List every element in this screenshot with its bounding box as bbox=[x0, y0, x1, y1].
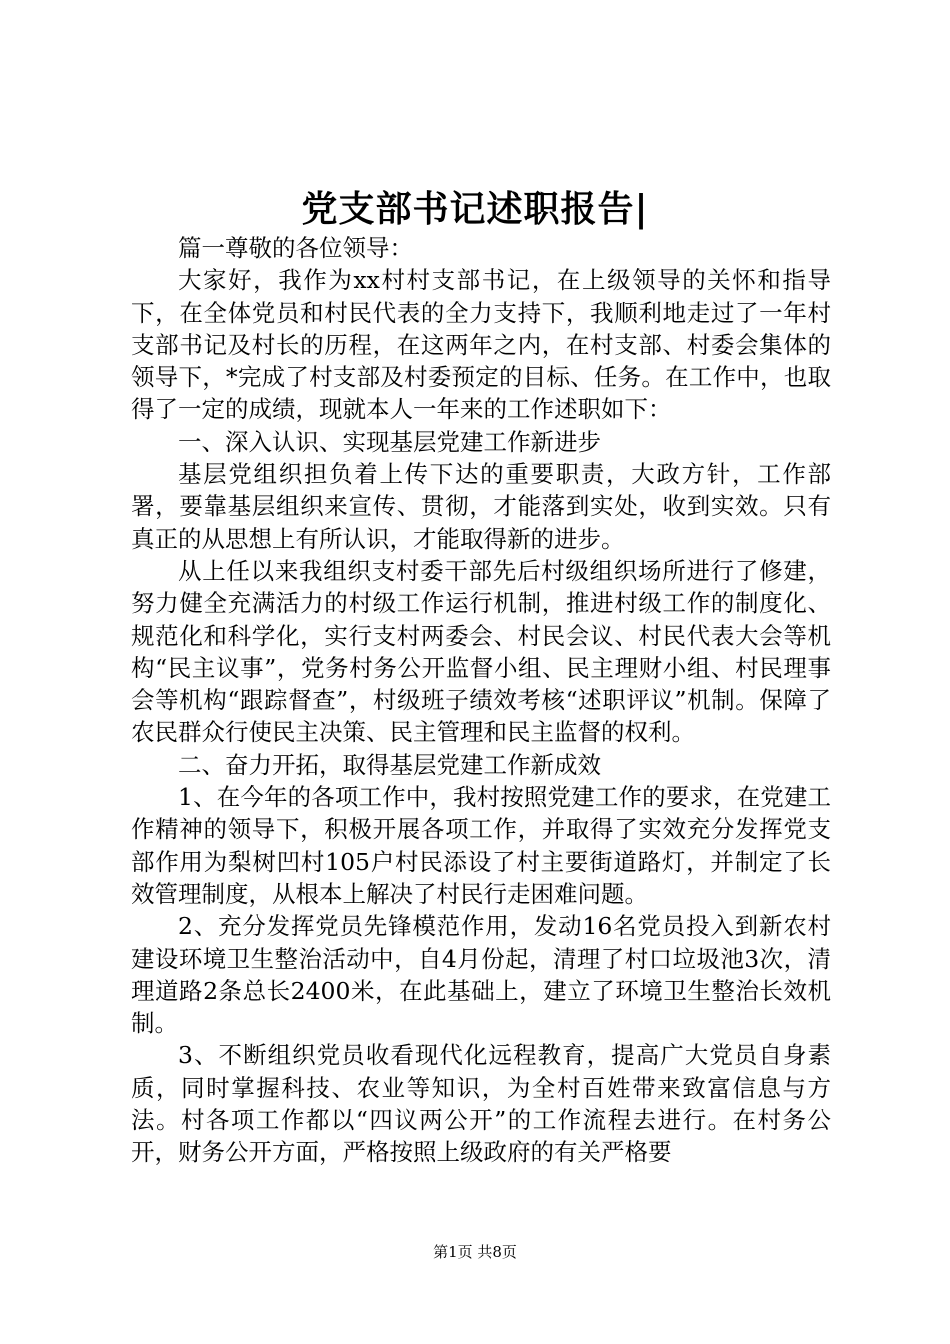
paragraph-intro: 大家好，我作为xx村村支部书记，在上级领导的关怀和指导下，在全体党员和村民代表的全力支持下，我顺利地走过了一年村支部书记及村长的历程，在这两年之内，在村支部、村委会集体的领导下，*完成了村支部及村委预定的目标、任务。在工作中，也取得了一定的成绩，现就本人一年来的工作述职如下： bbox=[131, 266, 831, 424]
paragraph-salutation: 篇一尊敬的各位领导： bbox=[178, 234, 413, 262]
paragraph: 3、不断组织党员收看现代化远程教育，提高广大党员自身素质，同时掌握科技、农业等知识，为全村百姓带来致富信息与方法。村各项工作都以“四议两公开”的工作流程去进行。在村务公开，财务公开方面，严格按照上级政府的有关严格要 bbox=[131, 1041, 831, 1167]
document-body bbox=[131, 232, 831, 1169]
document-title: 党支部书记述职报告| bbox=[301, 188, 649, 230]
paragraph: 2、充分发挥党员先锋模范作用，发动16名党员投入到新农村建设环境卫生整治活动中，自4月份起，清理了村口垃圾池3次，清理道路2条总长2400米，在此基础上，建立了环境卫生整治长效机制。 bbox=[131, 912, 831, 1038]
page-number-footer: 第1页 共8页 bbox=[433, 1243, 517, 1261]
paragraph: 从上任以来我组织支村委干部先后村级组织场所进行了修建，努力健全充满活力的村级工作运行机制，推进村级工作的制度化、规范化和科学化，实行支村两委会、村民会议、村民代表大会等机构“民主议事”，党务村务公开监督小组、民主理财小组、村民理事会等机构“跟踪督查”，村级班子绩效考核“述职评议”机制。保障了农民群众行使民主决策、民主管理和民主监督的权利。 bbox=[131, 556, 831, 747]
section-heading-2: 二、奋力开拓，取得基层党建工作新成效 bbox=[178, 750, 601, 779]
paragraph: 基层党组织担负着上传下达的重要职责，大政方针，工作部署，要靠基层组织来宣传、贯彻，才能落到实处，收到实效。只有真正的从思想上有所认识，才能取得新的进步。 bbox=[131, 460, 831, 553]
paragraph: 1、在今年的各项工作中，我村按照党建工作的要求，在党建工作精神的领导下，积极开展各项工作，并取得了实效充分发挥党支部作用为梨树凹村105户村民添设了村主要街道路灯，并制定了长效管理制度，从根本上解决了村民行走困难问题。 bbox=[131, 783, 831, 908]
section-heading-1: 一、深入认识、实现基层党建工作新进步 bbox=[178, 427, 601, 456]
